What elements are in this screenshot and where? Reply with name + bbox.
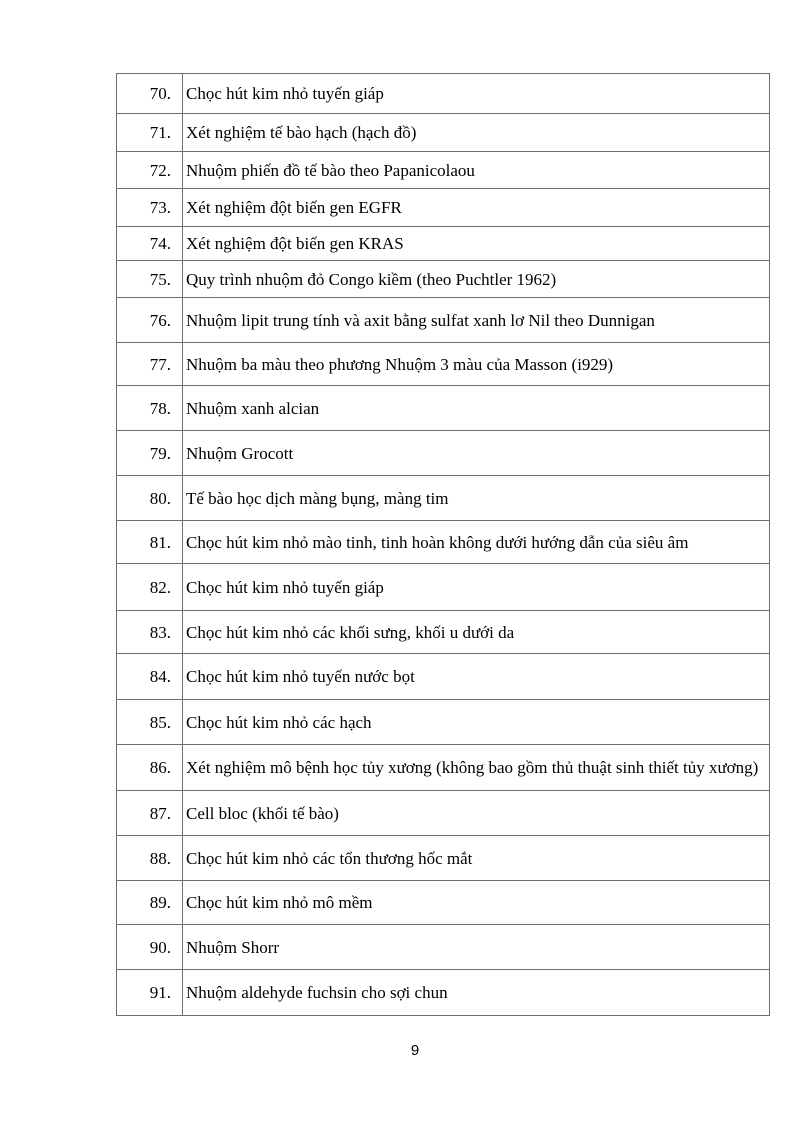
row-number: 71. [117,114,183,151]
table-row [117,653,769,699]
table-row [117,297,769,342]
row-text: Nhuộm aldehyde fuchsin cho sợi chun [186,983,448,1002]
row-text: Nhuộm ba màu theo phương Nhuộm 3 màu của Masson (i929) [186,354,614,374]
row-text: Chọc hút kim nhỏ tuyến giáp [186,577,384,597]
row-text: Chọc hút kim nhỏ các tổn thương hốc mắt [186,848,473,868]
table-row [117,563,769,610]
table-row [117,744,769,790]
row-number: 76. [117,298,183,342]
row-number: 87. [117,791,183,835]
row-text: Nhuộm phiến đồ tế bào theo Papanicolaou [186,160,475,180]
row-text: Chọc hút kim nhỏ mào tinh, tinh hoàn không dưới hướng dẫn của siêu âm [186,532,689,552]
row-number: 73. [117,189,183,226]
row-text: Chọc hút kim nhỏ mô mềm [186,893,373,912]
row-number: 81. [117,521,183,563]
table-row [117,385,769,430]
table-row [117,699,769,744]
row-text: Xét nghiệm đột biến gen EGFR [186,198,402,217]
row-number: 90. [117,925,183,969]
row-number: 75. [117,261,183,297]
table-row [117,226,769,260]
row-number: 80. [117,476,183,520]
row-number: 77. [117,343,183,385]
table-row [117,924,769,969]
table-row [117,880,769,924]
row-number: 84. [117,654,183,699]
row-text: Nhuộm lipit trung tính và axit bằng sulfat xanh lơ Nil theo Dunnigan [186,310,655,330]
table-row [117,610,769,653]
row-number: 72. [117,152,183,188]
row-text: Nhuộm xanh alcian [186,398,320,418]
row-number: 91. [117,970,183,1015]
row-number: 89. [117,881,183,924]
row-text: Xét nghiệm mô bệnh học tủy xương (không bao gồm thủ thuật sinh thiết tủy xương) [186,758,759,777]
table-row [117,74,769,113]
table-row [117,151,769,188]
row-text: Quy trình nhuộm đỏ Congo kiềm (theo Puchtler 1962) [186,269,557,289]
row-text: Xét nghiệm đột biến gen KRAS [186,234,404,253]
table-row [117,790,769,835]
row-text: Nhuộm Grocott [186,443,294,463]
table-row [117,342,769,385]
row-text: Tế bào học dịch màng bụng, màng tim [186,488,449,508]
row-text: Cell bloc (khối tế bào) [186,803,339,823]
row-number: 79. [117,431,183,475]
table-row [117,835,769,880]
table-row [117,260,769,297]
table-row [117,188,769,226]
table-row [117,430,769,475]
row-number: 82. [117,564,183,610]
row-number: 86. [117,745,183,790]
row-number: 88. [117,836,183,880]
row-number: 74. [117,227,183,260]
row-text: Nhuộm Shorr [186,937,280,957]
table-row [117,475,769,520]
page-number: 9 [410,1042,420,1059]
row-number: 83. [117,611,183,653]
row-number: 70. [117,74,183,113]
table-row [117,969,769,1015]
row-number: 78. [117,386,183,430]
row-text: Chọc hút kim nhỏ tuyến giáp [186,84,384,103]
row-text: Chọc hút kim nhỏ các khối sưng, khối u dưới da [186,622,515,642]
procedures-table [116,73,770,1016]
row-text: Chọc hút kim nhỏ tuyến nước bọt [186,667,415,686]
row-text: Xét nghiệm tế bào hạch (hạch đồ) [186,123,417,142]
row-text: Chọc hút kim nhỏ các hạch [186,712,372,732]
table-row [117,113,769,151]
table-row [117,520,769,563]
row-number: 85. [117,700,183,744]
